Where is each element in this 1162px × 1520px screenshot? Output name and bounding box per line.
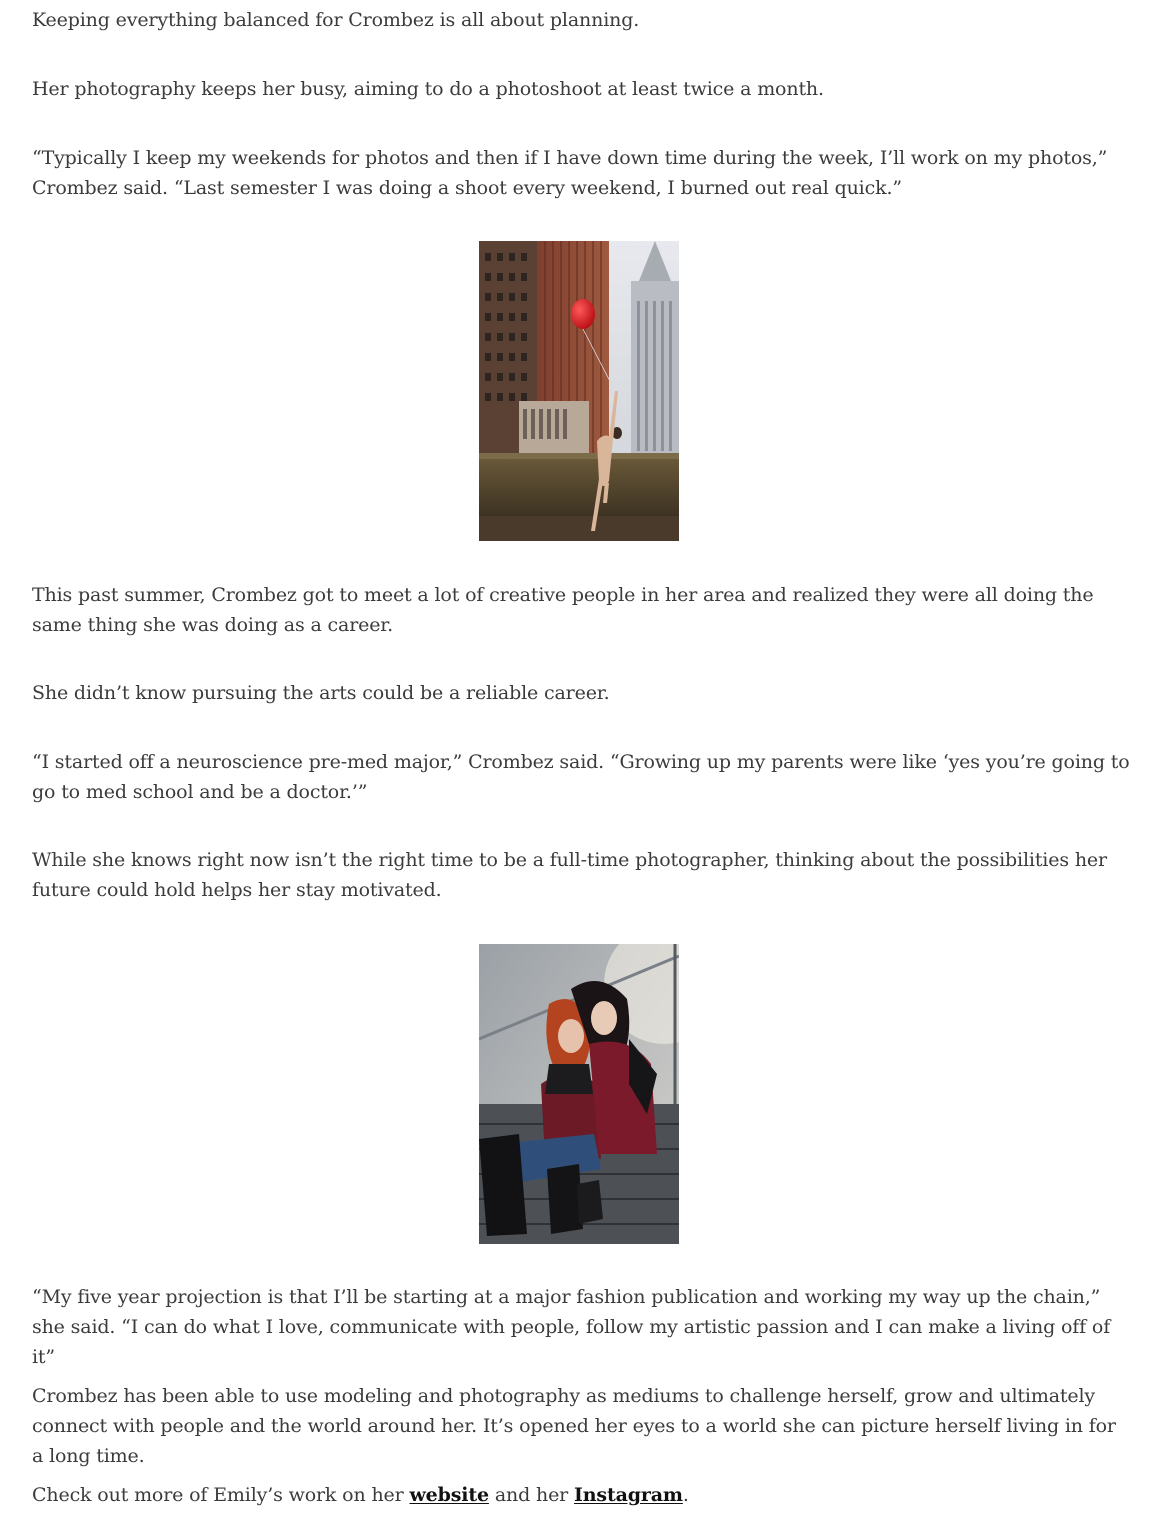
article-paragraph: Keeping everything balanced for Crombez is all about planning. xyxy=(32,9,640,31)
article-paragraph: Her photography keeps her busy, aiming to do a photoshoot at least twice a month. xyxy=(32,78,824,100)
instagram-link[interactable]: Instagram xyxy=(574,1484,683,1506)
article-paragraph: This past summer, Crombez got to meet a lot of creative people in her area and realized they were all doing the same thing she was doing as a career. xyxy=(32,584,1094,636)
website-link[interactable]: website xyxy=(409,1484,489,1506)
closing-prefix: Check out more of Emily’s work on her xyxy=(32,1484,410,1506)
article-paragraph: “Typically I keep my weekends for photos and then if I have down time during the week, I’ll work on my photos,” Crombez said. “Last semester I was doing a shoot every weekend, I burned out real quick.” xyxy=(32,147,1108,199)
closing-paragraph xyxy=(32,1480,689,1510)
photo-balloon-dancer xyxy=(479,241,679,541)
photo-two-women-stairs xyxy=(479,944,679,1244)
closing-suffix: . xyxy=(682,1484,689,1506)
article-paragraph: “I started off a neuroscience pre-med major,” Crombez said. “Growing up my parents were like ‘yes you’re going to go to med school and be a doctor.’” xyxy=(32,751,1130,803)
article-paragraph: Crombez has been able to use modeling and photography as mediums to challenge herself, grow and ultimately connect with people and the world around her. It’s opened her eyes to a world she can picture herself living in for a long time. xyxy=(32,1385,1116,1467)
closing-middle: and her xyxy=(488,1484,574,1506)
article-paragraph: While she knows right now isn’t the right time to be a full-time photographer, thinking about the possibilities her future could hold helps her stay motivated. xyxy=(32,849,1107,901)
article-paragraph: “My five year projection is that I’ll be starting at a major fashion publication and working my way up the chain,” she said. “I can do what I love, communicate with people, follow my artistic passion and I can make a living off of it” xyxy=(32,1286,1111,1368)
article-paragraph: She didn’t know pursuing the arts could be a reliable career. xyxy=(32,682,610,704)
